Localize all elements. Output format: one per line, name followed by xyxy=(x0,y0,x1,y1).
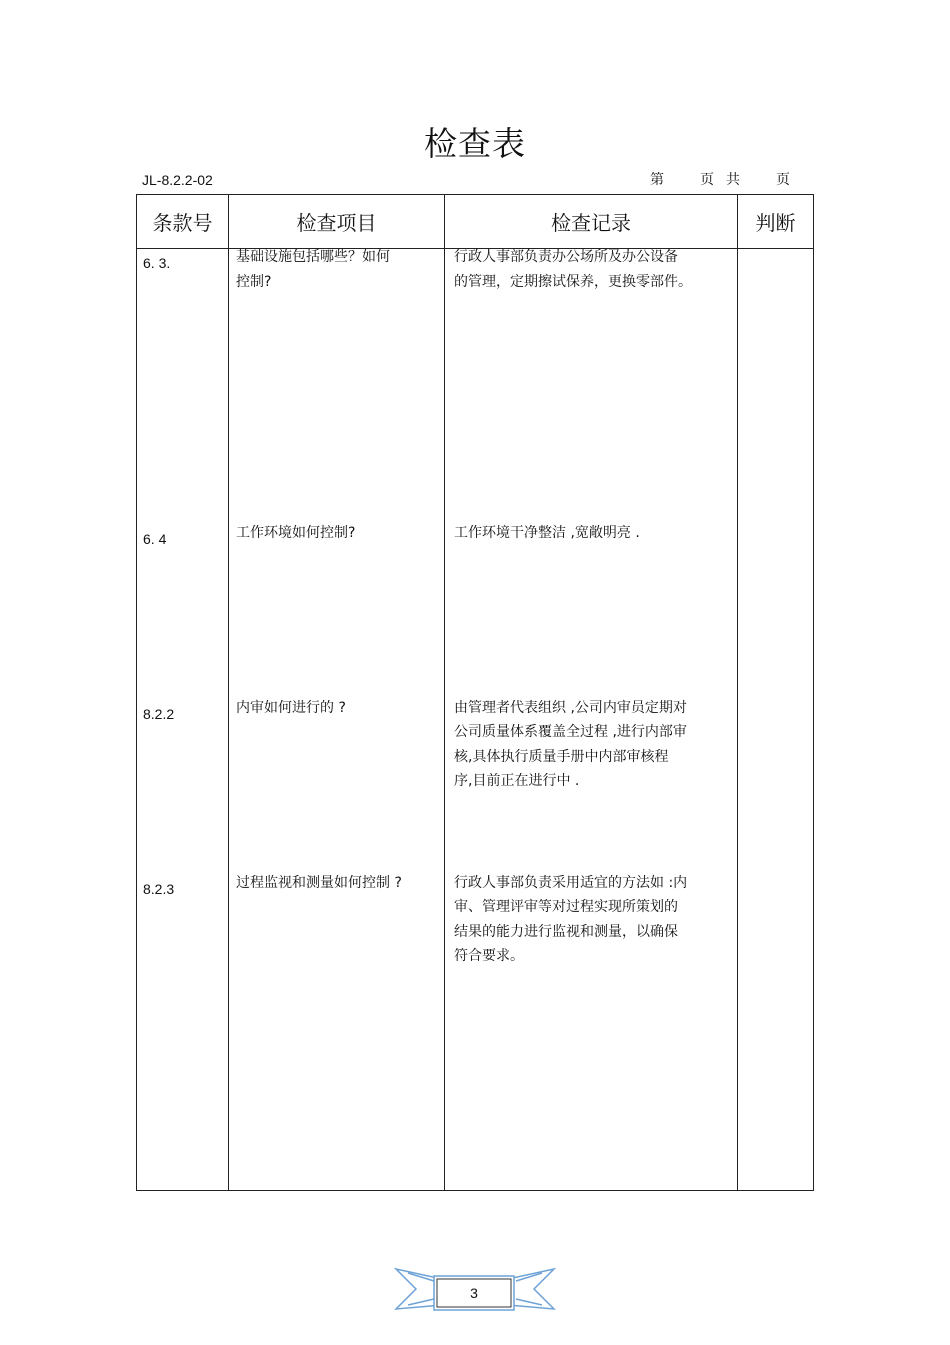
record-text: 行政人事部负责办公场所及办公设备 的管理，定期擦试保养，更换零部件。 xyxy=(454,249,692,290)
item-text: 工作环境如何控制? xyxy=(236,524,356,541)
column-header-record: 检查记录 xyxy=(445,195,738,249)
page-label-ye: 页 xyxy=(700,172,714,188)
judgment-cell xyxy=(738,875,814,1191)
item-cell xyxy=(229,249,445,525)
page-label-ye-total: 页 xyxy=(776,172,790,188)
record-text: 由管理者代表组织 ,公司内审员定期对 公司质量体系覆盖全过程 ,进行内部审 核,具体执行质量手册中内部审核程 序,目前正在进行中 . xyxy=(454,699,687,789)
item-cell xyxy=(229,525,445,700)
table-row xyxy=(137,700,814,875)
item-text: 过程监视和测量如何控制 ? xyxy=(236,874,402,891)
column-header-judgment: 判断 xyxy=(738,195,814,249)
item-text: 基础设施包括哪些？如何 控制? xyxy=(236,249,390,290)
table-row xyxy=(137,875,814,1191)
column-header-clause: 条款号 xyxy=(137,195,229,249)
table-row xyxy=(137,249,814,525)
clause-cell: 8.2.3 xyxy=(137,875,229,1191)
page-label-di: 第 xyxy=(650,172,664,188)
judgment-cell xyxy=(738,700,814,875)
record-text: 工作环境干净整洁 ,宽敞明亮 . xyxy=(454,524,640,541)
clause-cell: 6. 4 xyxy=(137,525,229,700)
table-row xyxy=(137,525,814,700)
column-header-item: 检查项目 xyxy=(229,195,445,249)
record-cell xyxy=(445,700,738,875)
clause-cell: 8.2.2 xyxy=(137,700,229,875)
page-label-gong: 共 xyxy=(726,172,740,188)
table-header-row xyxy=(137,195,814,249)
page-title: 检查表 xyxy=(424,124,526,163)
item-text: 内审如何进行的 ? xyxy=(236,699,346,716)
checklist-table xyxy=(136,194,814,1191)
record-cell xyxy=(445,875,738,1191)
record-cell xyxy=(445,525,738,700)
item-cell xyxy=(229,875,445,1191)
page-number: 3 xyxy=(470,1285,478,1301)
document-code: JL-8.2.2-02 xyxy=(142,172,213,188)
judgment-cell xyxy=(738,249,814,525)
item-cell xyxy=(229,700,445,875)
record-text: 行政人事部负责采用适宜的方法如 :内 审、管理评审等对过程实现所策划的 结果的能力进行监视和测量，以确保 符合要求。 xyxy=(454,874,688,964)
clause-cell: 6. 3. xyxy=(137,249,229,525)
judgment-cell xyxy=(738,525,814,700)
record-cell xyxy=(445,249,738,525)
